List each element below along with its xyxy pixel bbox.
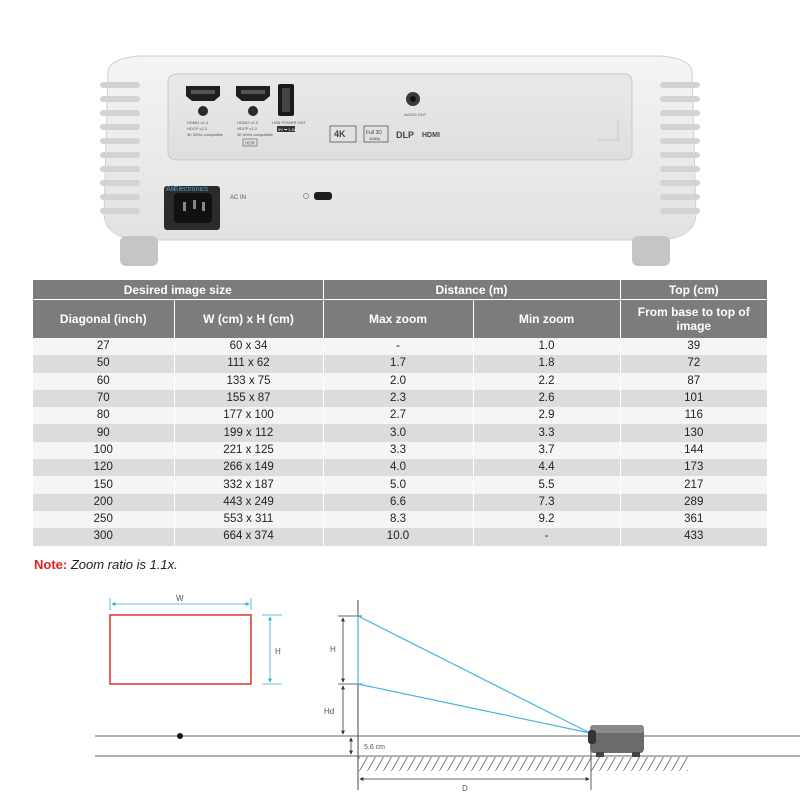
table-row	[33, 459, 767, 476]
logo-dlp: DLP	[396, 130, 414, 140]
note-label: Note:	[34, 557, 68, 572]
cell-base-to-top: 217	[620, 476, 767, 493]
cell-min-zoom: 1.8	[473, 355, 620, 372]
cell-base-to-top: 72	[620, 355, 767, 372]
cell-min-zoom: 2.2	[473, 373, 620, 390]
table-row	[33, 424, 767, 441]
col-min-zoom: Min zoom	[473, 300, 620, 339]
cell-max-zoom: 10.0	[323, 528, 473, 545]
hdmi1-sub1: HDCP v2.2	[187, 126, 207, 131]
logo-hdmi: HDMI	[422, 132, 440, 139]
logo-full3d: Full 3D	[366, 130, 382, 136]
cell-diagonal: 250	[33, 511, 174, 528]
cell-width-height: 266 x 149	[174, 459, 323, 476]
cell-max-zoom: 8.3	[323, 511, 473, 528]
cell-width-height: 60 x 34	[174, 338, 323, 355]
cell-base-to-top: 289	[620, 494, 767, 511]
cell-min-zoom: 7.3	[473, 494, 620, 511]
throw-distance-diagram	[0, 585, 800, 800]
cell-diagonal: 50	[33, 355, 174, 372]
cell-diagonal: 90	[33, 424, 174, 441]
cell-diagonal: 100	[33, 442, 174, 459]
table-row	[33, 338, 767, 355]
hdmi1-sub2: 4K 30Hz compatible	[187, 132, 223, 137]
cell-base-to-top: 130	[620, 424, 767, 441]
cell-base-to-top: 144	[620, 442, 767, 459]
floor-lines	[95, 600, 800, 790]
cell-max-zoom: 3.0	[323, 424, 473, 441]
cell-max-zoom: 5.0	[323, 476, 473, 493]
table-row	[33, 442, 767, 459]
projection-beam	[358, 616, 590, 733]
zoom-note	[34, 557, 178, 572]
col-diagonal: Diagonal (inch)	[33, 300, 174, 339]
cell-max-zoom: -	[323, 338, 473, 355]
table-row	[33, 494, 767, 511]
cell-max-zoom: 2.7	[323, 407, 473, 424]
cell-width-height: 221 x 125	[174, 442, 323, 459]
note-text: Zoom ratio is 1.1x.	[70, 557, 178, 572]
usb-sub: 5V ⎓ 1.5A	[278, 127, 297, 132]
header-top: Top (cm)	[620, 280, 767, 300]
table-row	[33, 511, 767, 528]
logo-4k: 4K	[334, 129, 346, 139]
cell-min-zoom: 1.0	[473, 338, 620, 355]
label-d: D	[462, 784, 468, 793]
cell-diagonal: 200	[33, 494, 174, 511]
label-h-screen: H	[275, 647, 281, 656]
cell-min-zoom: 2.9	[473, 407, 620, 424]
col-max-zoom: Max zoom	[323, 300, 473, 339]
label-w: W	[176, 594, 184, 603]
usb-label: USB POWER OUT	[272, 120, 307, 125]
cell-base-to-top: 101	[620, 390, 767, 407]
cell-diagonal: 150	[33, 476, 174, 493]
header-distance: Distance (m)	[323, 280, 620, 300]
cell-width-height: 664 x 374	[174, 528, 323, 545]
cell-width-height: 133 x 75	[174, 373, 323, 390]
cell-base-to-top: 361	[620, 511, 767, 528]
cell-diagonal: 27	[33, 338, 174, 355]
hdmi1-label: HDMI1 v1.4	[187, 120, 209, 125]
screen-rectangle	[110, 615, 251, 684]
cell-width-height: 111 x 62	[174, 355, 323, 372]
cell-width-height: 553 x 311	[174, 511, 323, 528]
logo-full3d-sub: 1080p	[369, 136, 381, 141]
hdmi2-label: HDMI2 v2.0	[237, 120, 259, 125]
cell-min-zoom: 9.2	[473, 511, 620, 528]
floor-dot	[177, 733, 183, 739]
cell-diagonal: 80	[33, 407, 174, 424]
cell-width-height: 155 x 87	[174, 390, 323, 407]
cell-base-to-top: 39	[620, 338, 767, 355]
cell-min-zoom: -	[473, 528, 620, 545]
cell-min-zoom: 2.6	[473, 390, 620, 407]
cell-max-zoom: 2.0	[323, 373, 473, 390]
label-h-side: H	[330, 645, 336, 654]
audio-label: AUDIO OUT	[404, 112, 427, 117]
hdmi2-sub1: HDCP v2.2	[237, 126, 257, 131]
ac-in-label: AC IN	[230, 195, 247, 201]
throw-distance-table	[33, 280, 767, 546]
cell-base-to-top: 433	[620, 528, 767, 545]
cell-min-zoom: 3.3	[473, 424, 620, 441]
floor-hatch	[358, 757, 688, 771]
cell-min-zoom: 3.7	[473, 442, 620, 459]
col-width-height: W (cm) x H (cm)	[174, 300, 323, 339]
column-header-row	[33, 300, 767, 339]
cell-max-zoom: 6.6	[323, 494, 473, 511]
left-foot	[120, 236, 158, 266]
cell-width-height: 332 x 187	[174, 476, 323, 493]
watermark: AliElectronics	[166, 186, 209, 193]
projector-rear-photo	[0, 0, 800, 275]
cell-min-zoom: 5.5	[473, 476, 620, 493]
header-image-size: Desired image size	[33, 280, 323, 300]
screen-front-view	[110, 594, 282, 684]
cell-max-zoom: 1.7	[323, 355, 473, 372]
hdr-badge: HDR	[245, 140, 255, 146]
table-row	[33, 355, 767, 372]
cell-base-to-top: 116	[620, 407, 767, 424]
table-row	[33, 373, 767, 390]
hdmi2-sub2: 4K 60Hz compatible	[237, 132, 273, 137]
cell-width-height: 199 x 112	[174, 424, 323, 441]
cell-width-height: 443 x 249	[174, 494, 323, 511]
cell-diagonal: 70	[33, 390, 174, 407]
cell-diagonal: 60	[33, 373, 174, 390]
col-base-to-top: From base to top of image	[620, 300, 767, 339]
table-row	[33, 528, 767, 545]
cell-diagonal: 120	[33, 459, 174, 476]
group-header-row	[33, 280, 767, 300]
cell-max-zoom: 4.0	[323, 459, 473, 476]
cell-max-zoom: 2.3	[323, 390, 473, 407]
cell-diagonal: 300	[33, 528, 174, 545]
cell-max-zoom: 3.3	[323, 442, 473, 459]
table-row	[33, 407, 767, 424]
table-row	[33, 476, 767, 493]
cell-base-to-top: 173	[620, 459, 767, 476]
cell-base-to-top: 87	[620, 373, 767, 390]
table-row	[33, 390, 767, 407]
cell-min-zoom: 4.4	[473, 459, 620, 476]
label-offset: 5.6 cm	[364, 744, 386, 751]
cell-width-height: 177 x 100	[174, 407, 323, 424]
projector-side-view	[588, 725, 644, 757]
label-hd: Hd	[324, 707, 335, 716]
right-foot	[632, 236, 670, 266]
